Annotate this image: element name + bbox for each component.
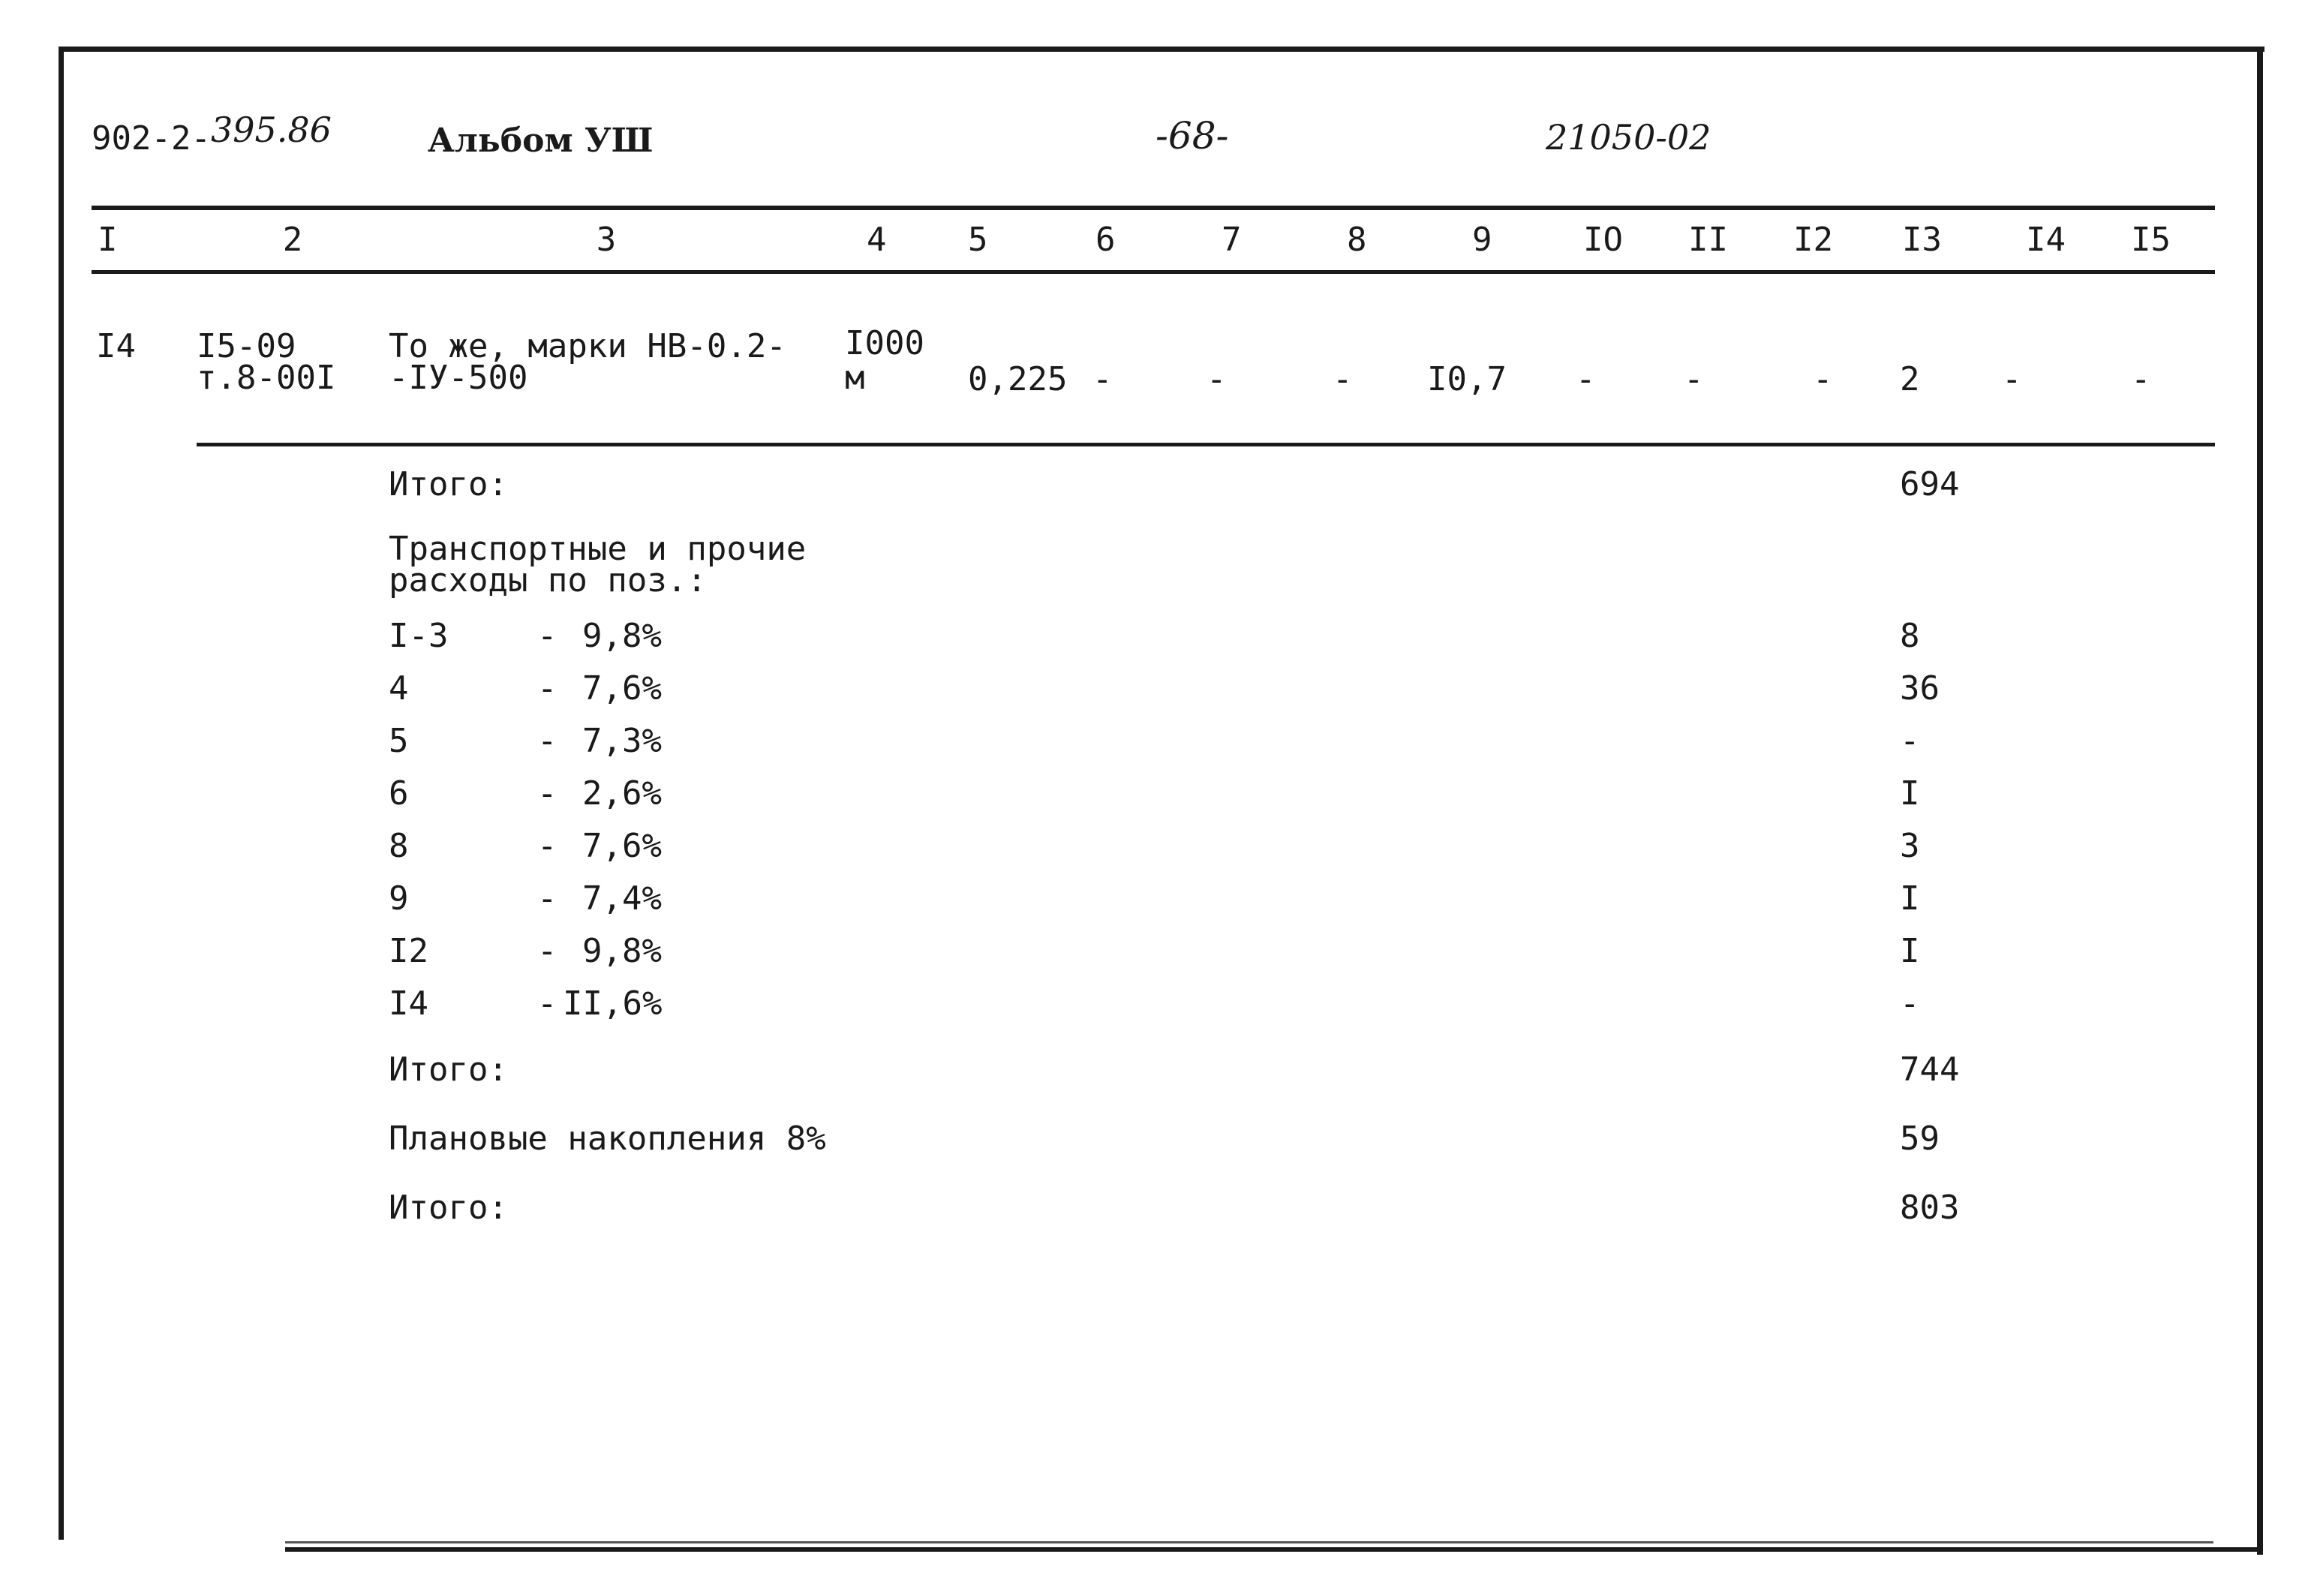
list-item-value: I bbox=[1900, 774, 1920, 813]
list-item-pos: I4 bbox=[389, 984, 428, 1023]
itogo-label-3: Итого: bbox=[389, 1189, 508, 1227]
frame-bottom bbox=[285, 1547, 2263, 1552]
list-item-percent: 2,6% bbox=[582, 774, 662, 813]
plan-accumulation-value: 59 bbox=[1900, 1120, 1940, 1158]
list-item-pos: 8 bbox=[389, 827, 409, 865]
row-col-15: - bbox=[2131, 360, 2151, 398]
plan-accumulation-label: Плановые накопления 8% bbox=[389, 1120, 826, 1158]
col-header-13: I3 bbox=[1902, 221, 1942, 259]
list-item-value: 36 bbox=[1900, 669, 1940, 708]
row-col-6: - bbox=[1092, 360, 1113, 398]
row-col-14: - bbox=[2002, 360, 2022, 398]
list-item-dash: - bbox=[537, 932, 557, 970]
row-col-5: 0,225 bbox=[968, 360, 1068, 398]
col-header-1: I bbox=[98, 221, 118, 259]
frame-right bbox=[2257, 47, 2263, 1555]
list-item-value: - bbox=[1900, 984, 1920, 1023]
list-item-percent: 9,8% bbox=[582, 932, 662, 970]
page-number: -68- bbox=[1156, 114, 1229, 158]
album-label: Альбом УШ bbox=[428, 122, 654, 160]
transport-heading-line2: расходы по поз.: bbox=[389, 561, 707, 600]
col-header-9: 9 bbox=[1472, 221, 1492, 259]
row-col-10: - bbox=[1576, 360, 1596, 398]
row-col-7: - bbox=[1207, 360, 1227, 398]
row-unit-line1: I000 bbox=[845, 324, 924, 362]
stamp-code bbox=[92, 110, 332, 158]
col-header-8: 8 bbox=[1347, 221, 1367, 259]
row-code-line2: т.8-00I bbox=[197, 359, 336, 397]
itogo-value-1: 694 bbox=[1900, 465, 1960, 503]
list-item-dash: - bbox=[537, 669, 557, 708]
rule-bottom-open bbox=[285, 1541, 2213, 1543]
itogo-label-2: Итого: bbox=[389, 1050, 508, 1089]
list-item-value: I bbox=[1900, 932, 1920, 970]
row-unit-line2: м bbox=[845, 359, 865, 397]
list-item-dash: - bbox=[537, 827, 557, 865]
col-header-3: 3 bbox=[596, 221, 617, 259]
list-item-pos: 5 bbox=[389, 722, 409, 760]
list-item-percent: 7,6% bbox=[582, 827, 662, 865]
list-item-percent: 7,3% bbox=[582, 722, 662, 760]
col-header-2: 2 bbox=[282, 221, 303, 259]
rule-top bbox=[92, 206, 2215, 210]
row-col-11: - bbox=[1684, 360, 1704, 398]
col-header-7: 7 bbox=[1222, 221, 1242, 259]
col-header-11: II bbox=[1688, 221, 1728, 259]
rule-under-header bbox=[92, 270, 2215, 274]
itogo-value-2: 744 bbox=[1900, 1050, 1960, 1089]
list-item-percent: 7,4% bbox=[582, 879, 662, 918]
list-item-pos: 9 bbox=[389, 879, 409, 918]
list-item-dash: - bbox=[537, 879, 557, 918]
list-item-value: 3 bbox=[1900, 827, 1920, 865]
document-number: 21050-02 bbox=[1546, 117, 1711, 158]
transport-heading-line1: Транспортные и прочие bbox=[389, 530, 807, 568]
frame-left bbox=[59, 47, 64, 1540]
row-number: I4 bbox=[96, 327, 136, 365]
row-col-8: - bbox=[1333, 360, 1353, 398]
list-item-value: I bbox=[1900, 879, 1920, 918]
stamp-code-prefix: 902-2- bbox=[92, 119, 211, 158]
row-col-13: 2 bbox=[1900, 360, 1920, 398]
col-header-6: 6 bbox=[1095, 221, 1116, 259]
list-item-percent: 7,6% bbox=[582, 669, 662, 708]
row-col-9: I0,7 bbox=[1427, 360, 1507, 398]
list-item-dash: - bbox=[537, 984, 557, 1023]
list-item-value: - bbox=[1900, 722, 1920, 760]
list-item-dash: - bbox=[537, 617, 557, 655]
col-header-4: 4 bbox=[867, 221, 887, 259]
stamp-code-suffix: 395.86 bbox=[210, 110, 332, 150]
itogo-value-3: 803 bbox=[1900, 1189, 1960, 1227]
list-item-percent: II,6% bbox=[563, 984, 663, 1023]
itogo-label-1: Итого: bbox=[389, 465, 508, 503]
list-item-pos: I-3 bbox=[389, 617, 449, 655]
row-desc-line2: -IУ-500 bbox=[389, 359, 528, 397]
list-item-dash: - bbox=[537, 774, 557, 813]
rule-under-row bbox=[197, 443, 2215, 446]
list-item-pos: 6 bbox=[389, 774, 409, 813]
list-item-value: 8 bbox=[1900, 617, 1920, 655]
col-header-14: I4 bbox=[2026, 221, 2066, 259]
list-item-dash: - bbox=[537, 722, 557, 760]
list-item-pos: 4 bbox=[389, 669, 409, 708]
frame-top bbox=[59, 47, 2264, 52]
row-col-12: - bbox=[1813, 360, 1833, 398]
col-header-12: I2 bbox=[1793, 221, 1833, 259]
list-item-percent: 9,8% bbox=[582, 617, 662, 655]
row-code-line1: I5-09 bbox=[197, 327, 296, 365]
col-header-15: I5 bbox=[2131, 221, 2171, 259]
list-item-pos: I2 bbox=[389, 932, 428, 970]
row-desc-line1: То же, марки НВ-0.2- bbox=[389, 327, 786, 365]
col-header-5: 5 bbox=[968, 221, 988, 259]
col-header-10: IO bbox=[1583, 221, 1623, 259]
